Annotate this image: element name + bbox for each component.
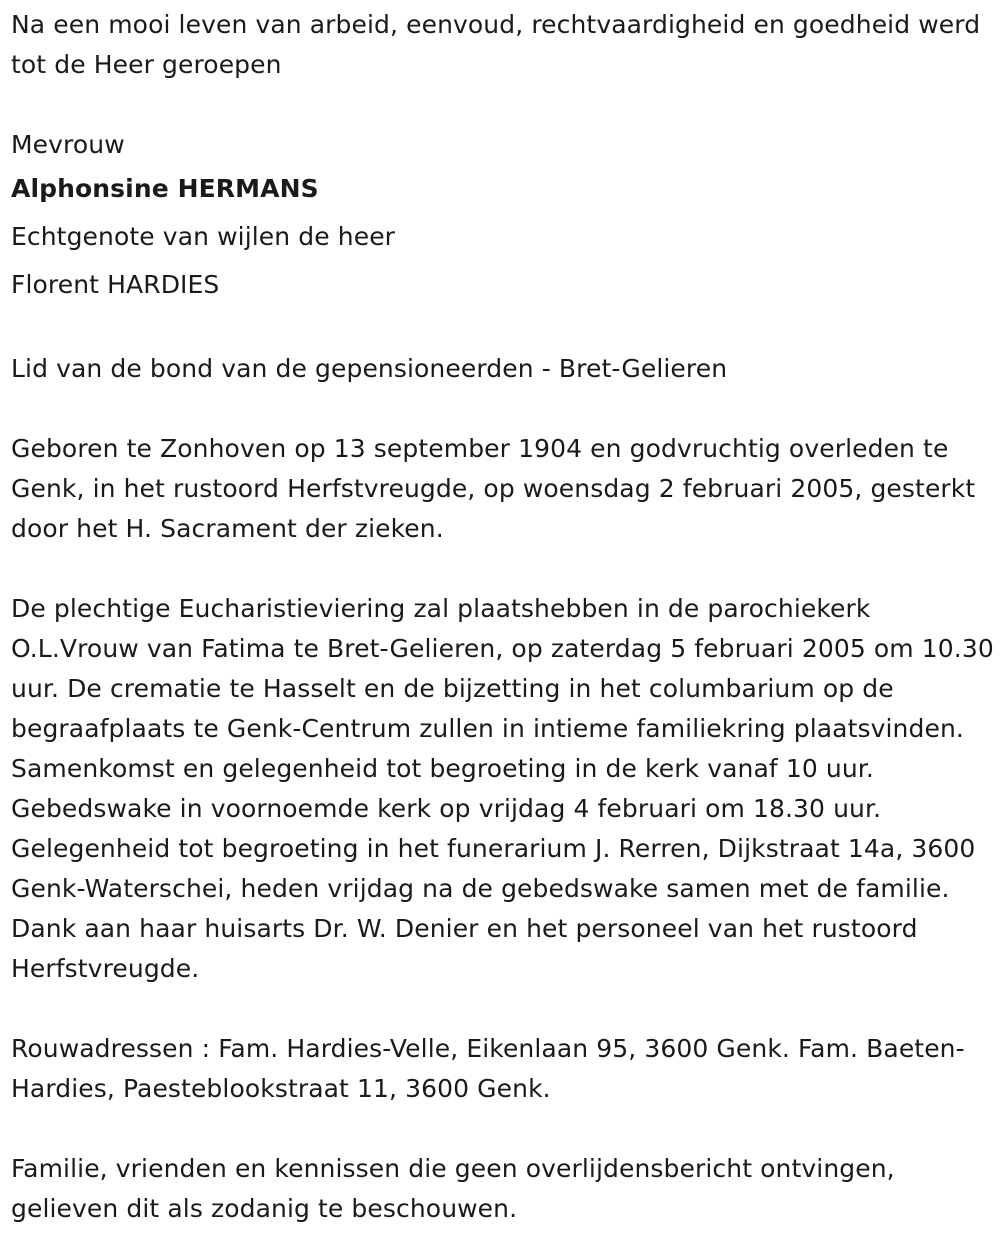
- spacer: [11, 85, 996, 125]
- spacer: [11, 309, 996, 349]
- birth-death-text: Geboren te Zonhoven op 13 september 1904 en godvruchtig overleden te Genk, in het rustoord Herfstvreugde, op woensdag 2 februari 2005, gesterkt door het H. Sacrament der zieken.: [11, 434, 976, 543]
- membership-text: Lid van de bond van de gepensioneerden - Bret-Gelieren: [11, 354, 728, 383]
- spacer: [11, 989, 996, 1029]
- spouse-name: Florent HARDIES: [11, 270, 220, 299]
- opening-text: Na een mooi leven van arbeid, eenvoud, rechtvaardigheid en goedheid werd tot de Heer geroepen: [11, 10, 981, 79]
- spacer: [11, 1109, 996, 1149]
- spacer: [11, 389, 996, 429]
- addresses-text: Rouwadressen : Fam. Hardies-Velle, Eikenlaan 95, 3600 Genk. Fam. Baeten-Hardies, Paesteblookstraat 11, 3600 Genk.: [11, 1034, 965, 1103]
- relation-text: Echtgenote van wijlen de heer: [11, 222, 396, 251]
- obituary-notice: [11, 5, 996, 1229]
- ceremony-text: De plechtige Eucharistieviering zal plaatshebben in de parochiekerk O.L.Vrouw van Fatima te Bret-Gelieren, op zaterdag 5 februari 2005 om 10.30 uur. De crematie te Hasselt en de bijzetting in het columbarium op de begraafplaats te Genk-Centrum zullen in intieme familiekring plaatsvinden. Samenkomst en gelegenheid tot begroeting in de kerk vanaf 10 uur. Gebedswake in voornoemde kerk op vrijdag 4 februari om 18.30 uur. Gelegenheid tot begroeting in het funerarium J. Rerren, Dijkstraat 14a, 3600 Genk-Waterschei, heden vrijdag na de gebedswake samen met de familie. Dank aan haar huisarts Dr. W. Denier en het personeel van het rustoord Herfstvreugde.: [11, 594, 994, 983]
- person-block: [11, 125, 996, 309]
- spacer: [11, 549, 996, 589]
- closing-text: Familie, vrienden en kennissen die geen overlijdensbericht ontvingen, gelieven dit als zodanig te beschouwen.: [11, 1154, 895, 1223]
- salutation: Mevrouw: [11, 130, 125, 159]
- deceased-name: Alphonsine HERMANS: [11, 174, 319, 203]
